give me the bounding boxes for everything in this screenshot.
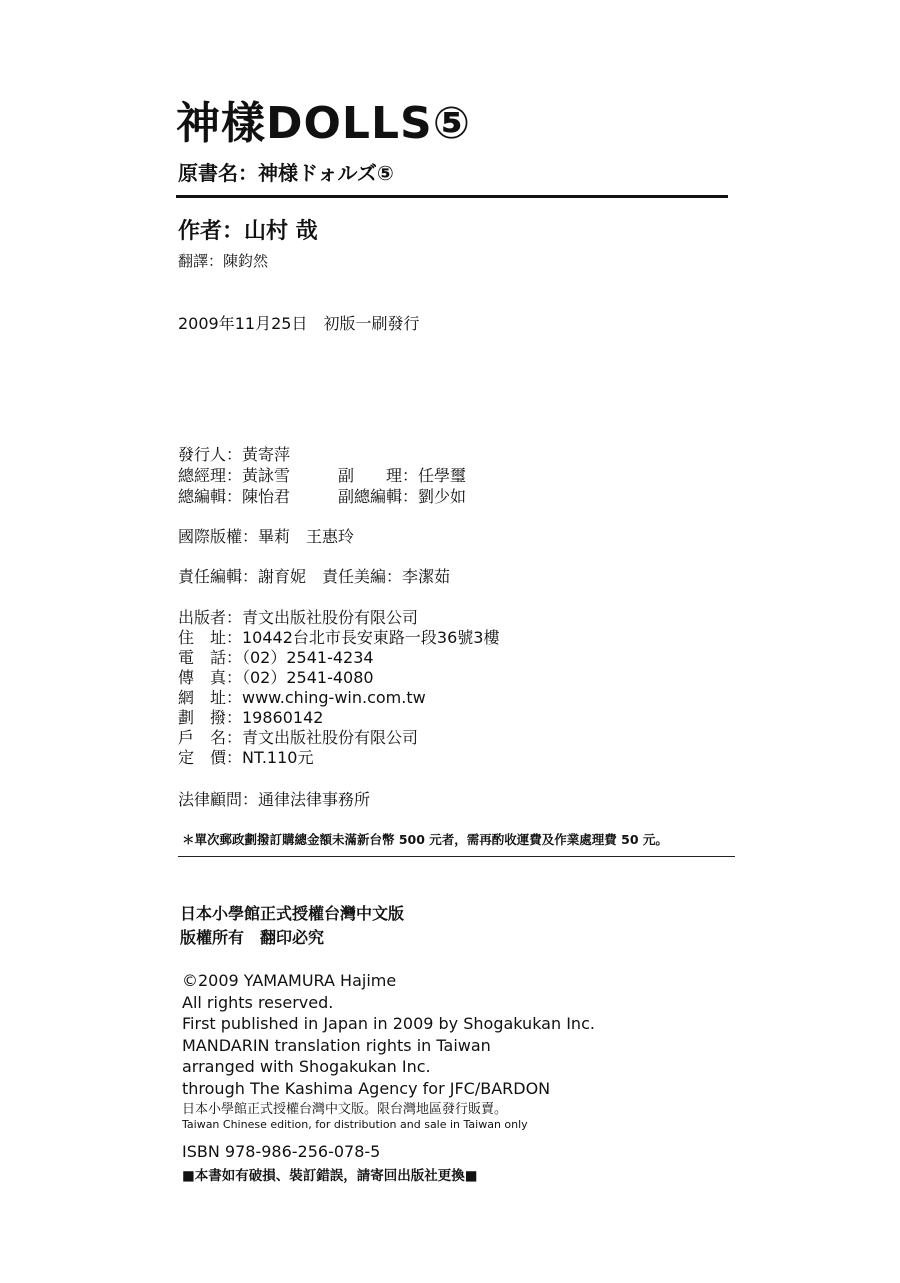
english-copyright	[182, 970, 595, 1100]
english-line: through The Kashima Agency for JFC/BARDON	[182, 1078, 551, 1098]
price-line: 定 價：NT.110元	[178, 748, 314, 767]
rights-manager: 國際版權：畢莉 王惠玲	[178, 527, 355, 546]
english-line: ©2009 YAMAMURA Hajime	[182, 971, 397, 990]
website-line: 網 址：www.ching-win.com.tw	[178, 688, 426, 707]
staff-row	[178, 445, 338, 465]
taiwan-edition-zh: 日本小學館正式授權台灣中文版。限台灣地區發行販賣。	[182, 1102, 508, 1117]
postal-account-line: 劃 撥：19860142	[178, 708, 324, 727]
copyright-line: 版權所有 翻印必究	[180, 928, 325, 947]
taiwan-edition-en: Taiwan Chinese edition, for distribution and sale in Taiwan only	[182, 1118, 528, 1131]
staff-right: 副 理：任學璽	[338, 466, 467, 485]
original-title: 原書名：神様ドォルズ⑤	[178, 161, 394, 185]
english-line: arranged with Shogakukan Inc.	[182, 1057, 431, 1077]
staff-row	[178, 466, 466, 486]
staff-left: 發行人：黃寄萍	[178, 445, 291, 464]
author-credit: 作者：山村 哉	[178, 219, 318, 244]
english-line: MANDARIN translation rights in Taiwan	[182, 1035, 491, 1055]
return-notice: ■本書如有破損、裝訂錯誤，請寄回出版社更換■	[182, 1168, 478, 1184]
staff-left: 總編輯：陳怡君	[178, 487, 291, 506]
book-title: 神樣DOLLS⑤	[176, 98, 471, 149]
phone-line: 電 話：（02）2541-4234	[178, 648, 374, 667]
license-statement	[180, 902, 404, 950]
postal-order-note: ＊單次郵政劃撥訂購總金額未滿新台幣 500 元者，需再酌收運費及作業處理費 50 元。	[182, 832, 668, 847]
publisher-line: 出版者：青文出版社股份有限公司	[178, 608, 419, 627]
fax-line: 傳 真：（02）2541-4080	[178, 668, 374, 687]
legal-advisor: 法律顧問：通律法律事務所	[178, 790, 371, 809]
staff-right: 副總編輯：劉少如	[338, 487, 467, 506]
translator-credit: 翻譯：陳鈞然	[178, 252, 269, 270]
editors-credit: 責任編輯：謝育妮 責任美編：李潔茹	[178, 567, 451, 586]
english-line: First published in Japan in 2009 by Shogakukan Inc.	[182, 1014, 595, 1034]
publisher-info	[178, 608, 499, 768]
staff-row	[178, 487, 466, 507]
publication-date: 2009年11月25日 初版一刷發行	[178, 314, 420, 333]
address-line: 住 址：10442台北市長安東路一段36號3樓	[178, 628, 500, 647]
isbn: ISBN 978-986-256-078-5	[182, 1142, 381, 1161]
staff-left: 總經理：黃詠雪	[178, 466, 291, 485]
account-name-line: 戶 名：青文出版社股份有限公司	[178, 728, 419, 747]
english-line: All rights reserved.	[182, 992, 334, 1012]
title-divider	[176, 195, 728, 198]
license-line: 日本小學館正式授權台灣中文版	[180, 904, 405, 923]
note-divider	[178, 856, 735, 857]
